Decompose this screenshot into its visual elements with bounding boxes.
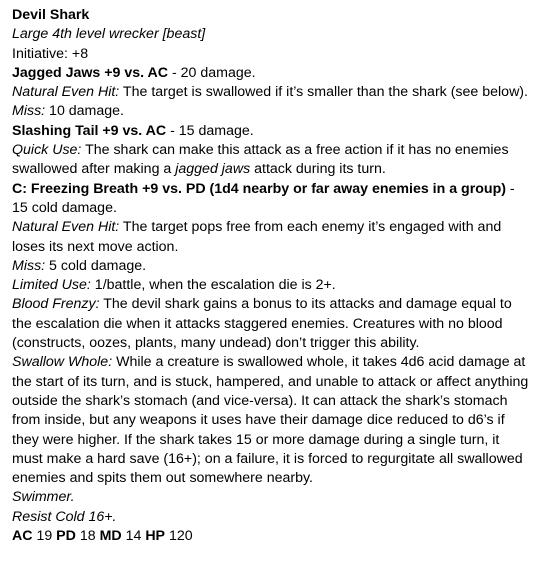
ability-text: The devil shark gains a bonus to its attacks and damage equal to the escalation die when it attacks staggered enemies. Creatures with no blood (constructs, oozes, plants, many undead) don’t trigger this ability.: [12, 296, 512, 352]
ability-resist-cold: Resist Cold 16+.: [12, 508, 117, 525]
attack-name: C: Freezing Breath +9 vs. PD (1d4 nearby or far away enemies in a group): [12, 180, 506, 197]
ability-label: Swallow Whole:: [12, 354, 113, 371]
trigger-text: 1/battle, when the escalation die is 2+.: [90, 277, 336, 294]
trigger-label: Limited Use:: [12, 277, 91, 294]
ability-swimmer: Swimmer.: [12, 489, 75, 506]
hp-value: 120: [165, 528, 193, 545]
trigger-label: Natural Even Hit:: [12, 84, 120, 101]
pd-label: PD: [56, 528, 76, 545]
stat-block: [12, 6, 530, 546]
trigger-text: attack during its turn.: [250, 161, 386, 178]
ability-label: Blood Frenzy:: [12, 296, 100, 313]
ability-blood-frenzy: [12, 295, 530, 353]
trigger-miss: [12, 102, 530, 121]
attack-jagged-jaws: [12, 64, 530, 83]
md-value: 14: [121, 528, 146, 545]
trigger-miss: [12, 257, 530, 276]
trigger-quick-use: [12, 141, 530, 180]
ability-swallow-whole: [12, 353, 530, 488]
hp-label: HP: [145, 528, 166, 545]
trigger-natural-even-hit: [12, 218, 530, 257]
attack-name: Jagged Jaws +9 vs. AC: [12, 64, 169, 81]
initiative: Initiative: +8: [12, 45, 89, 62]
ability-text: While a creature is swallowed whole, it takes 4d6 acid damage at the start of its turn, and is stuck, hampered, and unable to attack or affect anything outside the shark’s stomach (and vice-versa). It can attack the shark’s stomach from inside, but any weapons it uses have their damage dice reduced to d6’s if they were higher. If the shark takes 15 or more damage during a single turn, it must make a hard save (16+); on a failure, it is forced to regurgitate all swallowed enemies and spits them out somewhere nearby.: [12, 354, 529, 487]
attack-name: Slashing Tail +9 vs. AC: [12, 122, 167, 139]
trigger-label: Miss:: [12, 257, 46, 274]
defenses-line: [12, 527, 530, 546]
ac-label: AC: [12, 528, 33, 545]
trigger-text: 5 cold damage.: [45, 257, 147, 274]
attack-reference: jagged jaws: [175, 161, 251, 178]
trigger-limited-use: [12, 276, 530, 295]
attack-damage: - 15 cold damage.: [12, 180, 515, 216]
attack-freezing-breath: [12, 180, 530, 219]
trigger-text: The target pops free from each enemy it’s engaged with and loses its next move action.: [12, 219, 502, 255]
trigger-text: The target is swallowed if it’s smaller than the shark (see below).: [119, 84, 528, 101]
trigger-label: Miss:: [12, 103, 46, 120]
md-label: MD: [99, 528, 122, 545]
pd-value: 18: [75, 528, 100, 545]
trigger-label: Natural Even Hit:: [12, 219, 120, 236]
monster-type-line: Large 4th level wrecker [beast]: [12, 26, 206, 43]
trigger-text: 10 damage.: [45, 103, 124, 120]
trigger-text: The shark can make this attack as a free action if it has no enemies swallowed after making a: [12, 142, 509, 178]
trigger-label: Quick Use:: [12, 142, 82, 159]
trigger-natural-even-hit: [12, 83, 530, 102]
ac-value: 19: [32, 528, 57, 545]
attack-slashing-tail: [12, 122, 530, 141]
monster-name: Devil Shark: [12, 7, 90, 23]
attack-damage: - 15 damage.: [166, 122, 254, 139]
attack-damage: - 20 damage.: [168, 64, 256, 81]
